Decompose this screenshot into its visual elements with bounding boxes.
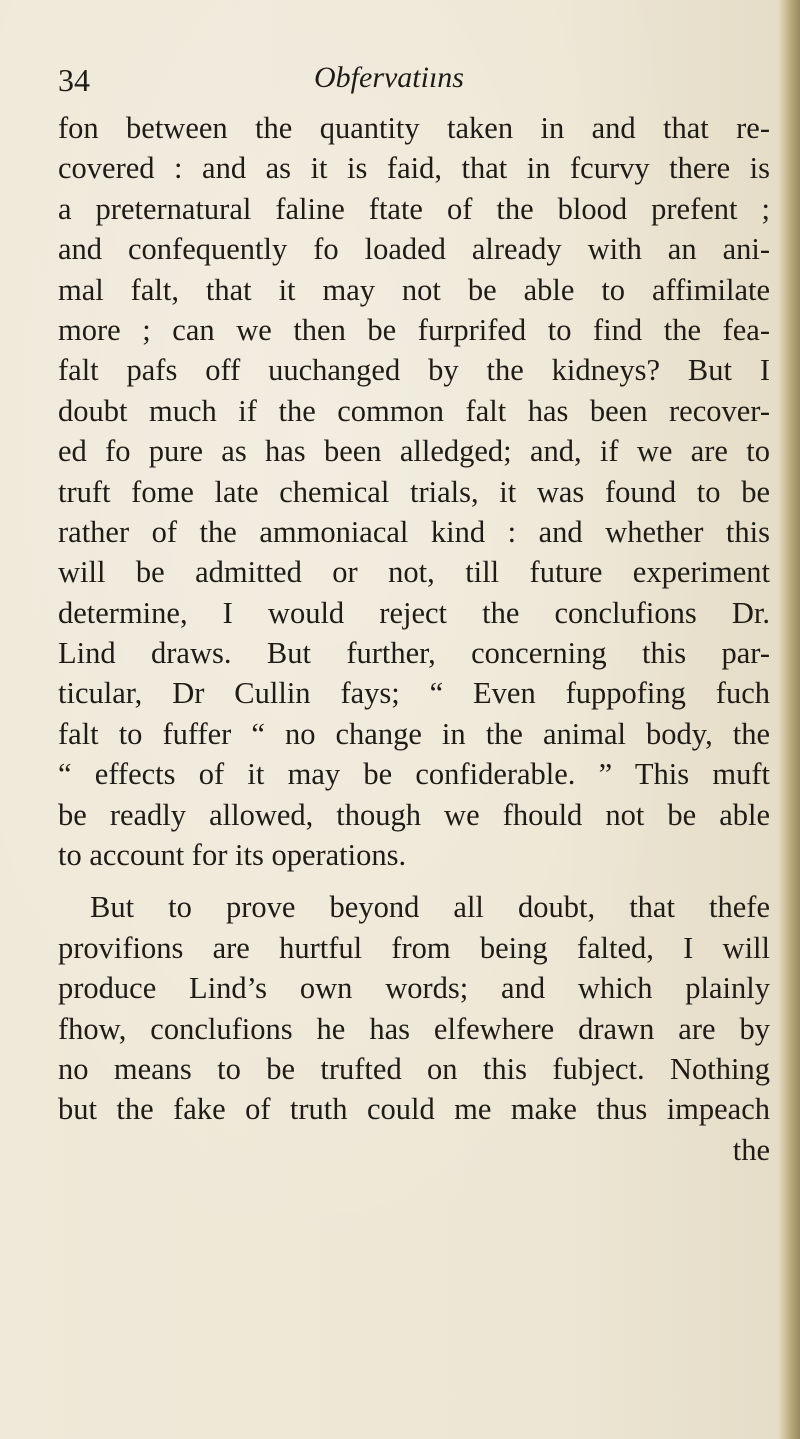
- page-header: [58, 60, 758, 100]
- text-line: produce Lind’s own words; and which plainly: [58, 971, 770, 1006]
- text-line: a preternatural faline ftate of the blood prefent ;: [58, 191, 770, 226]
- body-text: [58, 108, 770, 1170]
- page-number: 34: [58, 62, 90, 98]
- text-line: rather of the ammoniacal kind : and whether this: [58, 514, 770, 549]
- text-line: no means to be trufted on this fubject. Nothing: [58, 1051, 770, 1086]
- text-line: be readly allowed, though we fhould not be able: [58, 797, 770, 832]
- text-line: Lind draws. But further, concerning this par-: [58, 636, 770, 671]
- text-line: But to prove beyond all doubt, that thefe: [90, 890, 770, 925]
- text-line: fon between the quantity taken in and that re-: [58, 111, 770, 145]
- text-line: ed fo pure as has been alledged; and, if we are to: [58, 434, 770, 469]
- text-line: ticular, Dr Cullin fays; “ Even fuppofing fuch: [58, 676, 770, 711]
- text-line: more ; can we then be furprifed to find the fea-: [58, 312, 770, 347]
- paragraph-gap: [58, 875, 770, 887]
- text-line: determine, I would reject the conclufions Dr.: [58, 595, 770, 630]
- text-line: and confequently fo loaded already with an ani-: [58, 232, 770, 267]
- paragraph-1: [58, 108, 770, 875]
- text-line: falt pafs off uuchanged by the kidneys? But I: [58, 353, 770, 388]
- text-line: fhow, conclufions he has elfewhere drawn are by: [58, 1011, 770, 1046]
- running-head: Obfervatiıns: [314, 61, 464, 94]
- text-line: truft fome late chemical trials, it was found to be: [58, 474, 770, 509]
- text-line: will be admitted or not, till future experiment: [58, 555, 770, 590]
- text-line: covered : and as it is faid, that in fcurvy there is: [58, 151, 770, 186]
- text-line: doubt much if the common falt has been recover-: [58, 393, 770, 428]
- text-line: provifions are hurtful from being falted, I will: [58, 930, 770, 965]
- text-line: to account for its operations.: [58, 838, 407, 873]
- page-gutter-shadow: [778, 0, 800, 1439]
- catchword: the: [732, 1132, 770, 1167]
- text-line: but the fake of truth could me make thus impeach: [58, 1092, 770, 1127]
- text-line: “ effects of it may be confiderable. ” This muft: [58, 757, 770, 792]
- text-line: falt to fuffer “ no change in the animal body, the: [58, 716, 770, 751]
- text-line: mal falt, that it may not be able to affimilate: [58, 272, 770, 307]
- paragraph-2: [58, 887, 770, 1170]
